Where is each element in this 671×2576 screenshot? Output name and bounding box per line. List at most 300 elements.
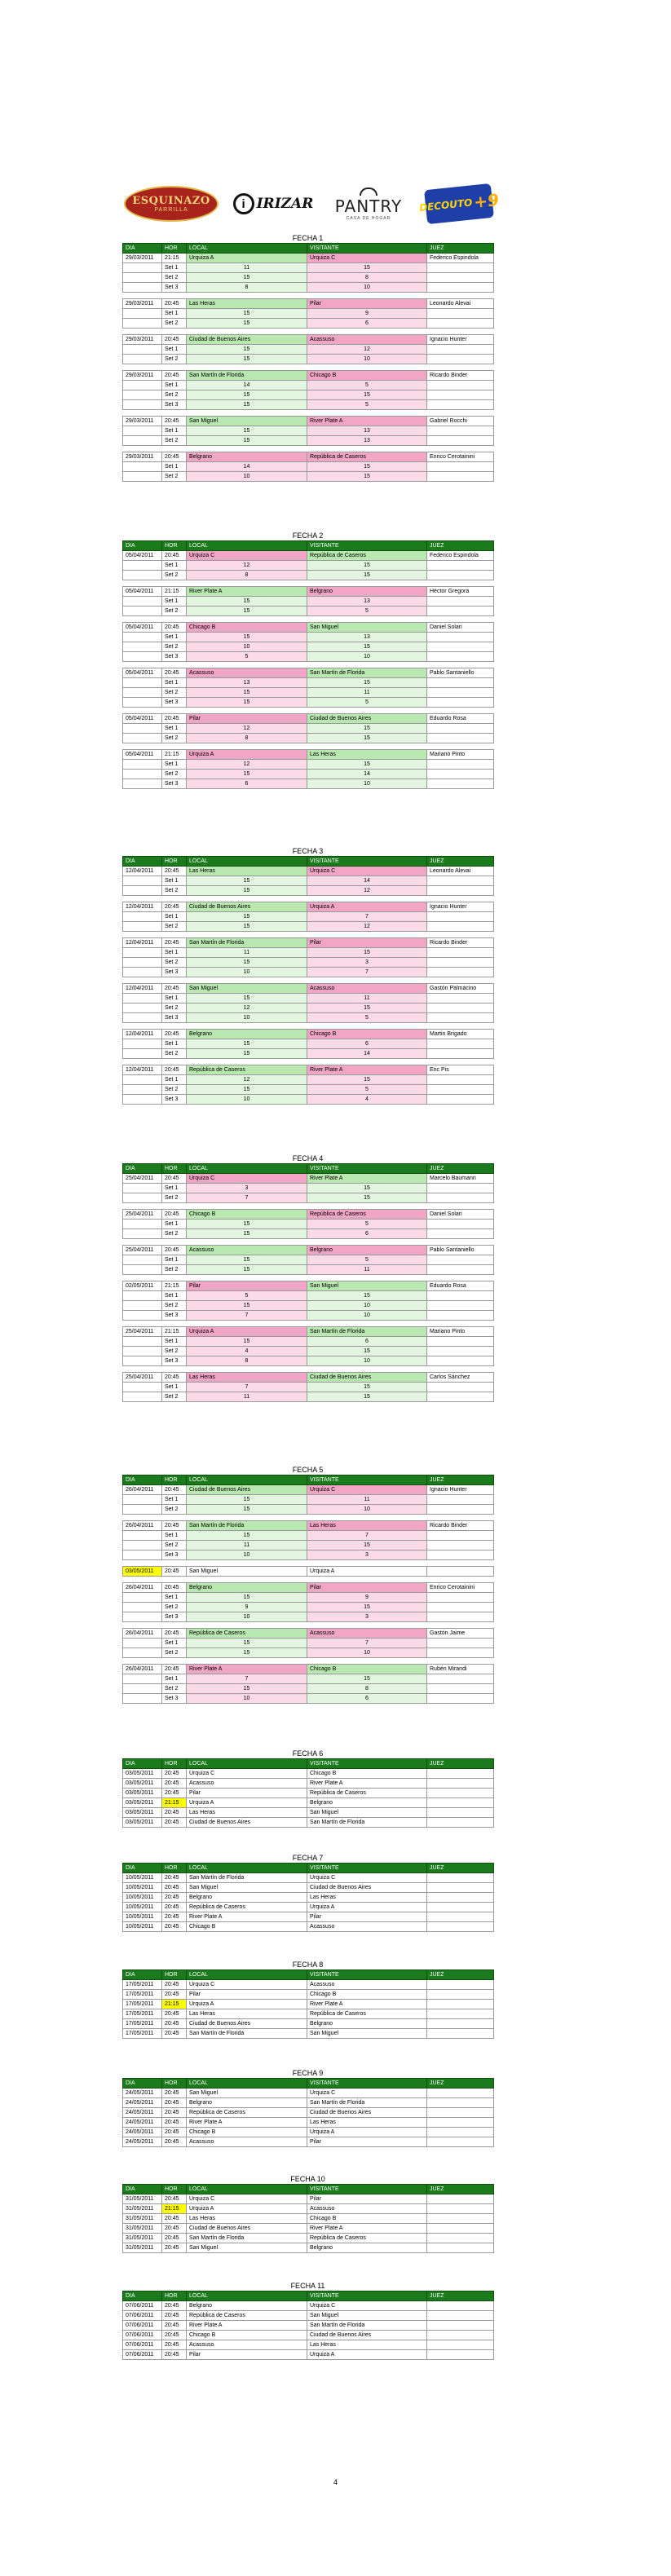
set-spacer	[427, 309, 494, 319]
away-score: 5	[307, 1220, 427, 1229]
away-score: 13	[307, 597, 427, 607]
match-row	[123, 2224, 494, 2234]
home-score: 12	[187, 1075, 307, 1085]
set-spacer	[123, 968, 162, 977]
match-date: 10/05/2011	[123, 1893, 162, 1903]
referee: Rubén Mirandi	[427, 1665, 494, 1674]
set-label: Set 2	[162, 390, 187, 400]
match-row	[123, 2000, 494, 2009]
home-team: Belgrano	[187, 1030, 307, 1039]
home-score: 15	[187, 1229, 307, 1239]
match-date: 07/06/2011	[123, 2311, 162, 2321]
set-spacer	[123, 1612, 162, 1622]
home-score: 15	[187, 1265, 307, 1275]
set-spacer	[123, 1085, 162, 1095]
away-score: 7	[307, 968, 427, 977]
fixture-table	[122, 2184, 494, 2253]
home-team: Pilar	[187, 714, 307, 724]
set-spacer	[427, 1392, 494, 1402]
referee: Enrico Cerotainini	[427, 1583, 494, 1593]
set-spacer	[427, 1337, 494, 1347]
set-row	[123, 724, 494, 734]
match-row	[123, 2108, 494, 2118]
away-score: 7	[307, 1639, 427, 1648]
match-date: 31/05/2011	[123, 2243, 162, 2253]
set-row	[123, 319, 494, 329]
home-team: Ciudad de Buenos Aires	[187, 1818, 307, 1828]
match-date: 25/04/2011	[123, 1246, 162, 1255]
set-spacer	[123, 1495, 162, 1505]
match-date: 25/04/2011	[123, 1174, 162, 1184]
set-row	[123, 994, 494, 1003]
away-score: 10	[307, 1356, 427, 1366]
match-time: 20:45	[162, 668, 187, 678]
set-label: Set 2	[162, 1003, 187, 1013]
fecha-block	[122, 1153, 493, 1402]
set-spacer	[427, 390, 494, 400]
column-header: DIA	[123, 1164, 162, 1174]
match-row	[123, 2118, 494, 2128]
home-team: Chicago B	[187, 2128, 307, 2137]
column-header: VISITANTE	[307, 1759, 427, 1769]
home-team: Acassuso	[187, 668, 307, 678]
set-spacer	[123, 400, 162, 410]
set-label: Set 2	[162, 770, 187, 779]
set-spacer	[427, 1495, 494, 1505]
row-spacer	[123, 743, 494, 750]
away-team: Belgrano	[307, 587, 427, 597]
home-team: River Plate A	[187, 1665, 307, 1674]
match-date: 29/03/2011	[123, 417, 162, 426]
match-row	[123, 1373, 494, 1383]
away-score: 15	[307, 724, 427, 734]
match-row	[123, 1174, 494, 1184]
match-time: 20:45	[162, 2340, 187, 2350]
column-header: JUEZ	[427, 2185, 494, 2194]
set-spacer	[427, 1301, 494, 1311]
set-spacer	[123, 1694, 162, 1704]
hanger-icon	[360, 187, 377, 196]
home-score: 14	[187, 462, 307, 472]
set-label: Set 1	[162, 1639, 187, 1648]
column-header: LOCAL	[187, 2185, 307, 2194]
away-team: San Martín de Florida	[307, 2321, 427, 2331]
home-score: 15	[187, 1039, 307, 1049]
away-team: Chicago B	[307, 2214, 427, 2224]
away-score: 5	[307, 1013, 427, 1023]
row-spacer	[123, 896, 494, 902]
set-spacer	[427, 472, 494, 482]
row-spacer	[123, 932, 494, 938]
away-score: 15	[307, 1075, 427, 1085]
away-score: 5	[307, 607, 427, 616]
match-time: 20:45	[162, 2019, 187, 2029]
away-score: 6	[307, 1039, 427, 1049]
away-team: Pilar	[307, 2137, 427, 2147]
referee	[427, 2224, 494, 2234]
set-label: Set 1	[162, 1220, 187, 1229]
set-row	[123, 283, 494, 293]
away-score: 14	[307, 770, 427, 779]
set-spacer	[123, 678, 162, 688]
away-team: San Miguel	[307, 1808, 427, 1818]
column-header: JUEZ	[427, 2291, 494, 2301]
home-score: 10	[187, 968, 307, 977]
away-score: 15	[307, 263, 427, 273]
referee: Mariano Pinto	[427, 1327, 494, 1337]
home-score: 15	[187, 633, 307, 642]
match-time: 20:45	[162, 1521, 187, 1531]
home-score: 13	[187, 678, 307, 688]
set-row	[123, 1049, 494, 1059]
set-spacer	[123, 1347, 162, 1356]
set-spacer	[427, 319, 494, 329]
fecha-title: FECHA 9	[292, 2069, 324, 2077]
match-row	[123, 1990, 494, 2000]
esquinazo-logo-text: ESQUINAZO	[132, 195, 210, 207]
match-row	[123, 2350, 494, 2360]
set-spacer	[427, 1593, 494, 1603]
match-row	[123, 2194, 494, 2204]
match-row	[123, 1030, 494, 1039]
match-row	[123, 335, 494, 345]
match-time: 20:45	[162, 1567, 187, 1577]
column-header: VISITANTE	[307, 857, 427, 867]
away-team: Las Heras	[307, 2340, 427, 2350]
fixture-table	[122, 540, 494, 789]
set-spacer	[427, 1039, 494, 1049]
match-row	[123, 1246, 494, 1255]
match-time: 20:45	[162, 1583, 187, 1593]
table-header-row	[123, 541, 494, 551]
home-team: San Martín de Florida	[187, 938, 307, 948]
set-label: Set 3	[162, 652, 187, 662]
set-spacer	[427, 968, 494, 977]
away-score: 15	[307, 734, 427, 743]
match-time: 20:45	[162, 2108, 187, 2118]
referee: Pablo Santaniello	[427, 1246, 494, 1255]
set-label: Set 3	[162, 1311, 187, 1321]
referee	[427, 1980, 494, 1990]
set-label: Set 3	[162, 1013, 187, 1023]
row-spacer	[123, 446, 494, 452]
referee	[427, 2301, 494, 2311]
home-team: Urquiza C	[187, 1769, 307, 1779]
column-header: HOR	[162, 244, 187, 254]
set-row	[123, 400, 494, 410]
home-team: River Plate A	[187, 1912, 307, 1922]
fixture-table	[122, 856, 494, 1105]
away-score: 5	[307, 381, 427, 390]
match-date: 10/05/2011	[123, 1883, 162, 1893]
column-header: JUEZ	[427, 1970, 494, 1980]
away-score: 15	[307, 1347, 427, 1356]
set-row	[123, 876, 494, 886]
set-label: Set 2	[162, 958, 187, 968]
home-score: 5	[187, 1291, 307, 1301]
away-team: República de Caseros	[307, 1210, 427, 1220]
set-spacer	[427, 1612, 494, 1622]
column-header: HOR	[162, 2185, 187, 2194]
row-spacer	[123, 1239, 494, 1246]
set-label: Set 2	[162, 273, 187, 283]
away-score: 7	[307, 912, 427, 922]
set-spacer	[427, 1085, 494, 1095]
home-score: 11	[187, 263, 307, 273]
home-score: 15	[187, 886, 307, 896]
set-spacer	[427, 571, 494, 580]
away-score: 15	[307, 1383, 427, 1392]
set-row	[123, 561, 494, 571]
home-team: Ciudad de Buenos Aires	[187, 335, 307, 345]
match-date: 10/05/2011	[123, 1912, 162, 1922]
away-team: San Martín de Florida	[307, 2098, 427, 2108]
home-team: Urquiza A	[187, 1798, 307, 1808]
match-date: 24/05/2011	[123, 2128, 162, 2137]
column-header: LOCAL	[187, 1164, 307, 1174]
match-date: 03/05/2011	[123, 1769, 162, 1779]
set-row	[123, 734, 494, 743]
set-spacer	[123, 273, 162, 283]
set-label: Set 2	[162, 355, 187, 364]
set-spacer	[123, 1648, 162, 1658]
referee	[427, 2204, 494, 2214]
match-time: 20:45	[162, 2089, 187, 2098]
set-row	[123, 309, 494, 319]
set-row	[123, 263, 494, 273]
home-team: República de Caseros	[187, 1903, 307, 1912]
match-date: 05/04/2011	[123, 587, 162, 597]
set-spacer	[123, 633, 162, 642]
away-team: San Miguel	[307, 2029, 427, 2039]
away-score: 5	[307, 1085, 427, 1095]
home-score: 12	[187, 1003, 307, 1013]
set-label: Set 1	[162, 994, 187, 1003]
match-row	[123, 1281, 494, 1291]
referee	[427, 1567, 494, 1577]
match-time: 20:45	[162, 551, 187, 561]
away-team: Chicago B	[307, 371, 427, 381]
match-date: 26/04/2011	[123, 1629, 162, 1639]
match-row	[123, 1485, 494, 1495]
set-spacer	[123, 309, 162, 319]
set-spacer	[123, 1684, 162, 1694]
set-spacer	[427, 770, 494, 779]
home-score: 15	[187, 319, 307, 329]
away-team: Las Heras	[307, 2118, 427, 2128]
set-spacer	[123, 1095, 162, 1105]
fecha-block	[122, 233, 493, 482]
set-spacer	[427, 779, 494, 789]
match-date: 07/06/2011	[123, 2301, 162, 2311]
set-label: Set 1	[162, 724, 187, 734]
home-team: San Martín de Florida	[187, 371, 307, 381]
column-header: DIA	[123, 2185, 162, 2194]
home-score: 15	[187, 1049, 307, 1059]
set-spacer	[123, 994, 162, 1003]
match-row	[123, 2214, 494, 2224]
set-spacer	[123, 263, 162, 273]
set-label: Set 2	[162, 436, 187, 446]
match-row	[123, 2243, 494, 2253]
home-score: 15	[187, 698, 307, 708]
set-spacer	[123, 1075, 162, 1085]
column-header: VISITANTE	[307, 1164, 427, 1174]
referee: Gastón Jaime	[427, 1629, 494, 1639]
set-spacer	[427, 273, 494, 283]
referee	[427, 2321, 494, 2331]
away-team: Belgrano	[307, 1246, 427, 1255]
fecha-title: FECHA 3	[292, 847, 324, 855]
referee	[427, 2019, 494, 2029]
match-date: 05/04/2011	[123, 714, 162, 724]
away-team: Urquiza A	[307, 902, 427, 912]
away-score: 10	[307, 652, 427, 662]
away-team: River Plate A	[307, 2000, 427, 2009]
set-spacer	[123, 948, 162, 958]
away-score: 3	[307, 1550, 427, 1560]
away-team: Acassuso	[307, 1980, 427, 1990]
set-row	[123, 779, 494, 789]
home-score: 10	[187, 1694, 307, 1704]
home-score: 15	[187, 1495, 307, 1505]
home-team: República de Caseros	[187, 1065, 307, 1075]
set-spacer	[427, 724, 494, 734]
match-date: 31/05/2011	[123, 2234, 162, 2243]
home-team: Las Heras	[187, 1808, 307, 1818]
match-row	[123, 371, 494, 381]
referee: Carlos Sánchez	[427, 1373, 494, 1383]
match-date: 29/03/2011	[123, 335, 162, 345]
match-date: 24/05/2011	[123, 2098, 162, 2108]
column-header: HOR	[162, 541, 187, 551]
set-spacer	[123, 1603, 162, 1612]
match-row	[123, 1779, 494, 1789]
set-label: Set 3	[162, 1550, 187, 1560]
away-score: 6	[307, 1337, 427, 1347]
home-score: 15	[187, 309, 307, 319]
row-spacer	[123, 1059, 494, 1065]
set-label: Set 3	[162, 1694, 187, 1704]
away-team: Urquiza A	[307, 2128, 427, 2137]
set-spacer	[123, 1383, 162, 1392]
column-header: HOR	[162, 2291, 187, 2301]
match-date: 05/04/2011	[123, 750, 162, 760]
referee: Eric Pis	[427, 1065, 494, 1075]
set-spacer	[427, 436, 494, 446]
column-header: DIA	[123, 1475, 162, 1485]
match-date: 03/05/2011	[123, 1567, 162, 1577]
page-number: 4	[333, 2478, 338, 2486]
match-row	[123, 2009, 494, 2019]
column-header: VISITANTE	[307, 2079, 427, 2089]
referee	[427, 1990, 494, 2000]
set-spacer	[123, 436, 162, 446]
match-row	[123, 1883, 494, 1893]
home-score: 7	[187, 1674, 307, 1684]
referee: Enrico Cerotainini	[427, 452, 494, 462]
set-spacer	[427, 876, 494, 886]
match-time: 20:45	[162, 1883, 187, 1893]
match-date: 31/05/2011	[123, 2224, 162, 2234]
row-spacer	[123, 616, 494, 623]
set-row	[123, 462, 494, 472]
set-spacer	[123, 1505, 162, 1515]
set-row	[123, 1311, 494, 1321]
match-time: 20:45	[162, 2243, 187, 2253]
column-header: VISITANTE	[307, 1864, 427, 1873]
home-team: San Miguel	[187, 1567, 307, 1577]
set-spacer	[427, 633, 494, 642]
set-spacer	[123, 698, 162, 708]
away-team: Urquiza C	[307, 2089, 427, 2098]
set-spacer	[123, 1003, 162, 1013]
away-score: 15	[307, 1603, 427, 1612]
row-spacer	[123, 1658, 494, 1665]
match-time: 20:45	[162, 417, 187, 426]
set-label: Set 1	[162, 678, 187, 688]
match-row	[123, 2321, 494, 2331]
away-score: 7	[307, 1531, 427, 1541]
match-time: 20:45	[162, 371, 187, 381]
set-spacer	[123, 381, 162, 390]
set-row	[123, 1505, 494, 1515]
home-team: Acassuso	[187, 2340, 307, 2350]
set-spacer	[427, 597, 494, 607]
referee: Ricardo Binder	[427, 371, 494, 381]
match-time: 20:45	[162, 867, 187, 876]
match-time: 21:15	[162, 587, 187, 597]
set-spacer	[427, 1049, 494, 1059]
set-spacer	[123, 1255, 162, 1265]
set-spacer	[123, 472, 162, 482]
set-label: Set 1	[162, 1383, 187, 1392]
set-spacer	[427, 1220, 494, 1229]
set-row	[123, 1193, 494, 1203]
referee	[427, 2089, 494, 2098]
match-row	[123, 750, 494, 760]
fecha-block	[122, 2174, 493, 2253]
column-header: DIA	[123, 2291, 162, 2301]
away-score: 13	[307, 436, 427, 446]
home-score: 6	[187, 779, 307, 789]
home-team: San Miguel	[187, 2089, 307, 2098]
referee: Ignacio Hunter	[427, 335, 494, 345]
irizar-logo	[232, 184, 314, 223]
set-spacer	[427, 652, 494, 662]
fixture-table	[122, 2291, 494, 2360]
away-team: Belgrano	[307, 2019, 427, 2029]
match-date: 29/03/2011	[123, 452, 162, 462]
set-spacer	[427, 462, 494, 472]
set-spacer	[123, 345, 162, 355]
set-label: Set 3	[162, 968, 187, 977]
esquinazo-logo-subtext: PARRILLA	[154, 207, 188, 213]
home-team: Chicago B	[187, 1210, 307, 1220]
referee: Ignacio Hunter	[427, 902, 494, 912]
match-date: 17/05/2011	[123, 1990, 162, 2000]
set-row	[123, 1593, 494, 1603]
away-score: 14	[307, 1049, 427, 1059]
match-row	[123, 668, 494, 678]
match-date: 26/04/2011	[123, 1665, 162, 1674]
set-row	[123, 390, 494, 400]
sponsor-logos	[122, 184, 500, 223]
column-header: LOCAL	[187, 541, 307, 551]
column-header: HOR	[162, 1970, 187, 1980]
set-spacer	[427, 1347, 494, 1356]
match-date: 25/04/2011	[123, 1210, 162, 1220]
